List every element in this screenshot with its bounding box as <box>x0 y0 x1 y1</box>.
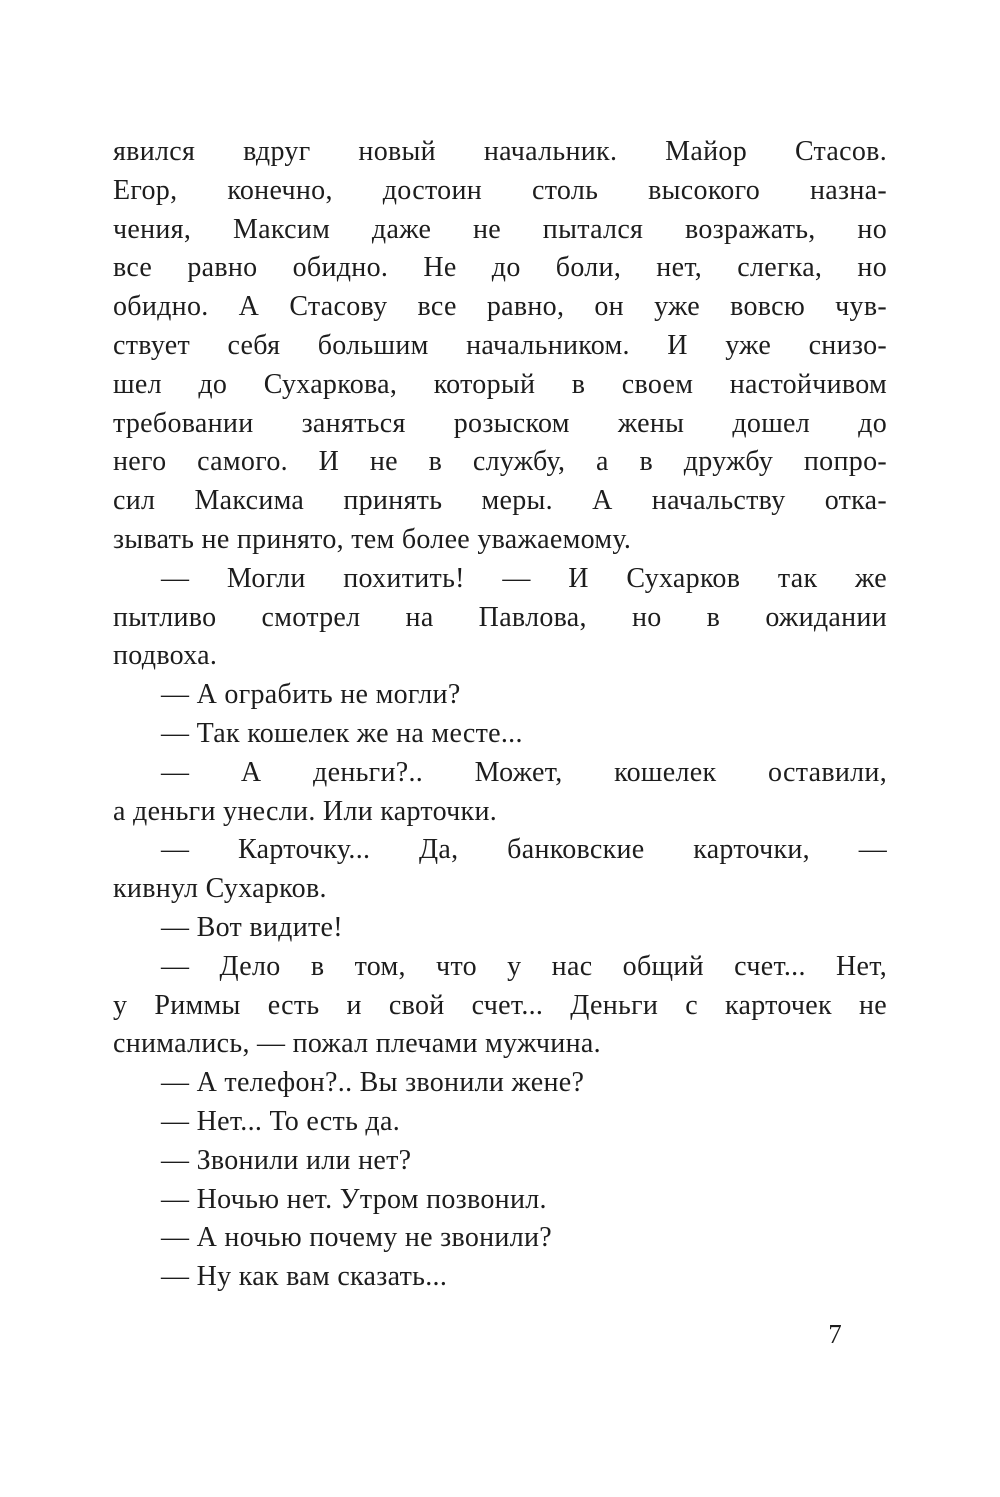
text-line: шел до Сухаркова, который в своем настойчивом <box>113 368 887 400</box>
text-line: зывать не принято, тем более уважаемому. <box>113 523 632 555</box>
text-line: все равно обидно. Не до боли, нет, слегка, но <box>113 252 887 284</box>
text-line: снимались, — пожал плечами мужчина. <box>113 1028 601 1060</box>
text-line: кивнул Сухарков. <box>113 873 327 905</box>
page-number: 7 <box>828 1319 842 1349</box>
text-line: Егор, конечно, достоин столь высокого назна- <box>113 174 887 206</box>
text-line: — А ночью почему не звонили? <box>161 1222 552 1254</box>
text-line: — Карточку... Да, банковские карточки, — <box>161 834 887 866</box>
text-line: подвоха. <box>113 640 218 672</box>
text-line: ствует себя большим начальником. И уже снизо- <box>113 329 887 361</box>
text-line: у Риммы есть и свой счет... Деньги с карточек не <box>113 989 887 1021</box>
text-line: требовании заняться розыском жены дошел до <box>113 407 887 439</box>
text-line: пытливо смотрел на Павлова, но в ожидании <box>113 601 887 633</box>
text-line: — Нет... То есть да. <box>161 1105 401 1137</box>
text-line: сил Максима принять меры. А начальству отка- <box>113 485 887 517</box>
text-line: — А ограбить не могли? <box>161 679 461 711</box>
text-line: — Могли похитить! — И Сухарков так же <box>161 562 887 594</box>
text-line: а деньги унесли. Или карточки. <box>113 795 498 827</box>
text-line: — А деньги?.. Может, кошелек оставили, <box>161 756 887 788</box>
text-line: — Ну как вам сказать... <box>161 1261 448 1293</box>
text-line: чения, Максим даже не пытался возражать, но <box>113 213 887 245</box>
text-line: — Ночью нет. Утром позвонил. <box>161 1183 547 1215</box>
text-line: — Дело в том, что у нас общий счет... Нет, <box>161 950 887 982</box>
text-line: — Вот видите! <box>161 911 343 943</box>
text-block <box>113 133 887 1297</box>
text-line: явился вдруг новый начальник. Майор Стасов. <box>113 136 887 167</box>
text-line: — А телефон?.. Вы звонили жене? <box>161 1067 585 1099</box>
text-line: него самого. И не в службу, а в дружбу попро- <box>113 446 887 478</box>
text-line: обидно. А Стасову все равно, он уже вовсю чув- <box>113 291 887 323</box>
text-line: — Так кошелек же на месте... <box>161 717 523 749</box>
text-line: — Звонили или нет? <box>161 1144 412 1176</box>
